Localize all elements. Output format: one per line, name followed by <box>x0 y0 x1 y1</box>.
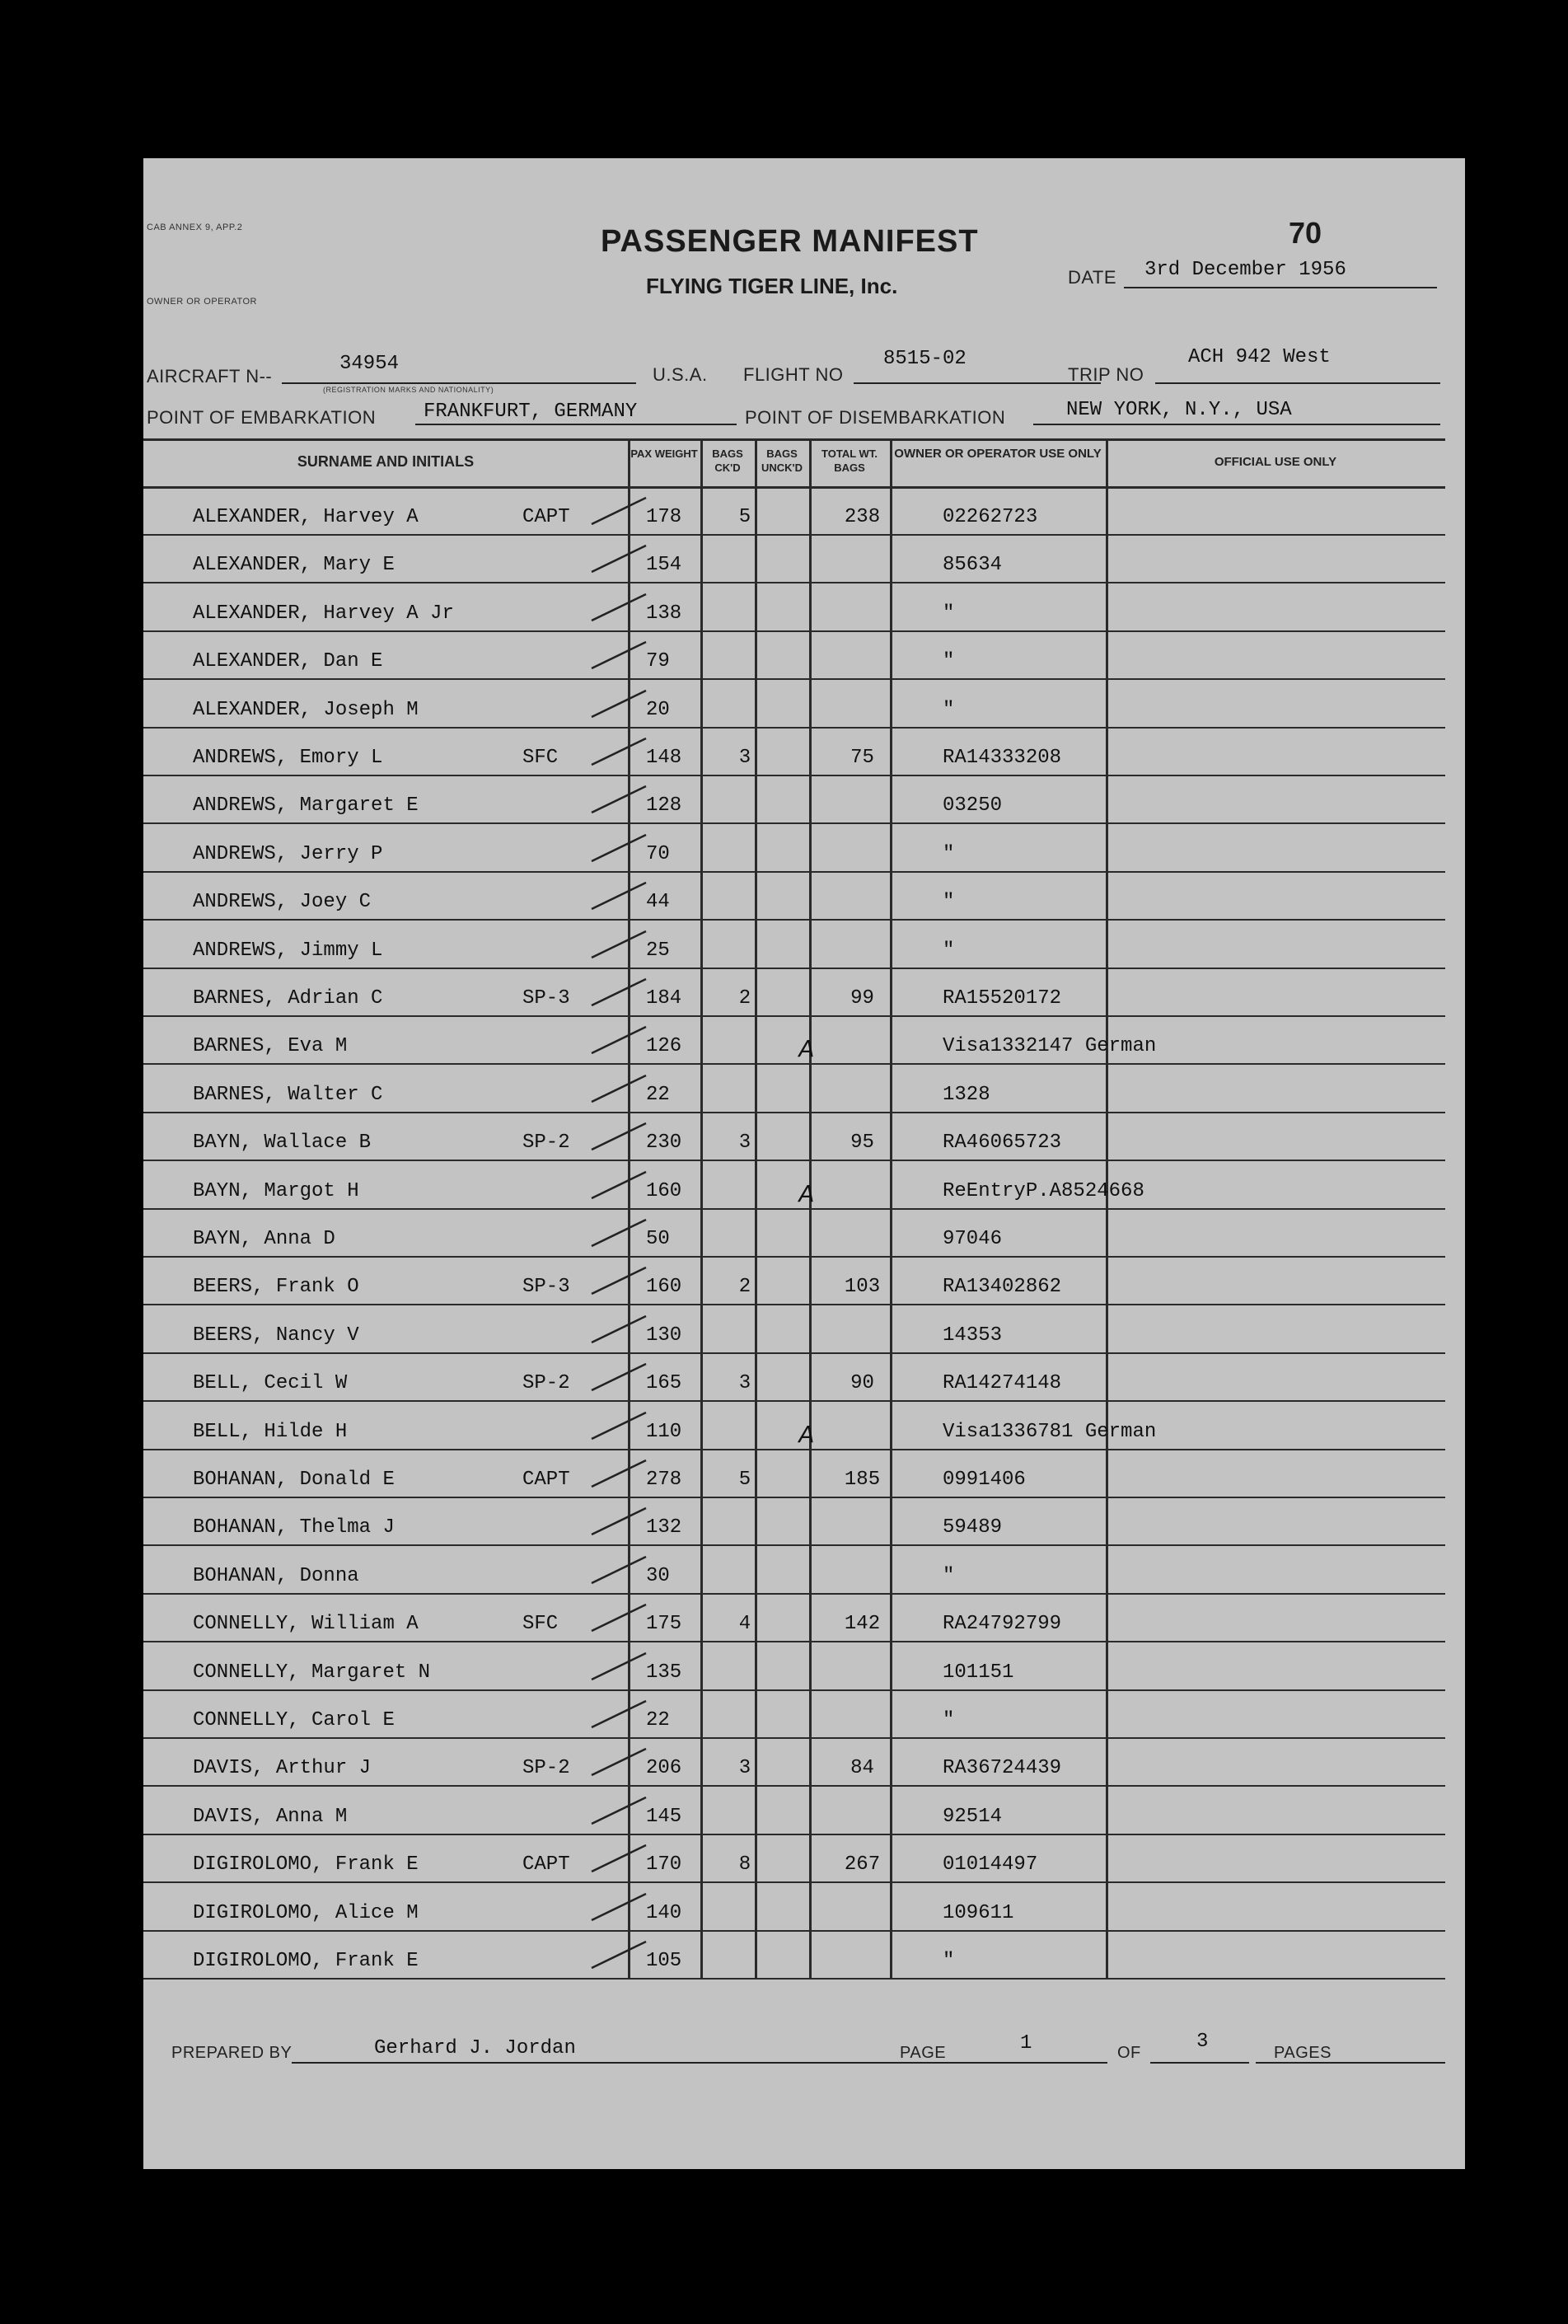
disembarkation-point: NEW YORK, N.Y., USA <box>1066 399 1292 421</box>
check-mark-icon <box>588 1409 654 1442</box>
owner-use-value: 0991406 <box>943 1469 1026 1491</box>
table-row <box>143 1210 1445 1258</box>
owner-use-value: 101151 <box>943 1661 1014 1684</box>
owner-use-value: RA24792799 <box>943 1613 1062 1636</box>
passenger-name: DIGIROLOMO, Frank E <box>193 1853 419 1877</box>
table-row <box>143 1932 1445 1980</box>
passenger-weight: 126 <box>646 1035 682 1058</box>
passenger-name: DAVIS, Anna M <box>193 1805 348 1828</box>
passenger-weight: 70 <box>646 842 670 865</box>
passenger-rank: SFC <box>522 1613 559 1636</box>
owner-use-value: Visa1336781 German <box>943 1420 1157 1443</box>
passenger-weight: 138 <box>646 602 682 625</box>
passenger-name: ALEXANDER, Mary E <box>193 554 395 577</box>
passenger-name: BELL, Cecil W <box>193 1372 348 1395</box>
table-row <box>143 584 1445 632</box>
check-mark-icon <box>588 1505 654 1538</box>
passenger-weight: 165 <box>646 1372 682 1395</box>
owner-use-value: RA15520172 <box>943 987 1062 1010</box>
check-mark-icon <box>588 1457 654 1490</box>
of-label: OF <box>1117 2044 1141 2062</box>
trip-label: TRIP NO <box>1068 364 1144 385</box>
table-row <box>143 1498 1445 1546</box>
disembarkation-label: POINT OF DISEMBARKATION <box>745 407 1006 428</box>
check-mark-icon <box>588 1024 654 1057</box>
col-surname: SURNAME AND INITIALS <box>297 453 475 470</box>
passenger-weight: 160 <box>646 1276 682 1299</box>
owner-use-value: RA46065723 <box>943 1132 1062 1155</box>
check-mark-icon <box>588 1698 654 1731</box>
passenger-name: BOHANAN, Donna <box>193 1564 359 1587</box>
passenger-weight: 206 <box>646 1757 682 1780</box>
passenger-name: BARNES, Walter C <box>193 1083 383 1106</box>
total-bag-weight: 99 <box>850 987 874 1010</box>
passenger-rank: SP-3 <box>522 1276 570 1299</box>
owner-use-value: 97046 <box>943 1228 1003 1250</box>
owner-use-value: " <box>943 602 955 625</box>
passenger-name: CONNELLY, Carol E <box>193 1709 395 1731</box>
bags-checked: 5 <box>738 1469 751 1491</box>
passenger-name: ALEXANDER, Harvey A <box>193 506 419 528</box>
check-mark-icon <box>588 928 654 961</box>
owner-use-value: " <box>943 1950 955 1972</box>
passenger-name: ALEXANDER, Harvey A Jr <box>193 602 454 625</box>
nationality: U.S.A. <box>653 364 708 385</box>
bags-checked: 8 <box>738 1853 751 1877</box>
prepared-by-value: Gerhard J. Jordan <box>374 2037 576 2059</box>
table-row <box>143 1884 1445 1932</box>
owner-use-value: 01014497 <box>943 1853 1038 1877</box>
table-row <box>143 969 1445 1017</box>
passenger-name: ANDREWS, Emory L <box>193 747 383 769</box>
bags-checked: 4 <box>738 1613 751 1636</box>
owner-use-value: RA14274148 <box>943 1372 1062 1395</box>
owner-use-value: ReEntryP.A8524668 <box>943 1179 1144 1202</box>
bags-unchecked: A <box>798 1035 815 1063</box>
passenger-name: BAYN, Anna D <box>193 1228 335 1250</box>
passenger-name: BARNES, Adrian C <box>193 987 383 1010</box>
passenger-name: ANDREWS, Jerry P <box>193 842 383 865</box>
owner-use-value: 1328 <box>943 1083 990 1106</box>
passenger-name: BELL, Hilde H <box>193 1420 348 1443</box>
owner-use-value: " <box>943 1709 955 1731</box>
passenger-name: CONNELLY, Margaret N <box>193 1661 431 1684</box>
owner-use-value: 14353 <box>943 1324 1003 1347</box>
passenger-name: BARNES, Eva M <box>193 1035 348 1058</box>
check-mark-icon <box>588 1938 654 1971</box>
table-row <box>143 1403 1445 1450</box>
check-mark-icon <box>588 591 654 624</box>
bags-checked: 2 <box>738 1276 751 1299</box>
check-mark-icon <box>588 976 654 1009</box>
bags-checked: 3 <box>738 1372 751 1395</box>
passenger-name: BEERS, Nancy V <box>193 1324 359 1347</box>
passenger-weight: 132 <box>646 1516 682 1539</box>
check-mark-icon <box>588 542 654 575</box>
check-mark-icon <box>588 783 654 816</box>
passenger-weight: 44 <box>646 891 670 914</box>
owner-use-value: 92514 <box>943 1805 1003 1828</box>
owner-use-value: 85634 <box>943 554 1003 577</box>
passenger-weight: 22 <box>646 1709 670 1731</box>
passenger-weight: 30 <box>646 1564 670 1587</box>
passenger-weight: 20 <box>646 698 670 721</box>
check-mark-icon <box>588 639 654 672</box>
total-bag-weight: 95 <box>850 1132 874 1155</box>
owner-use-value: 02262723 <box>943 506 1038 528</box>
owner-use-value: " <box>943 842 955 865</box>
passenger-weight: 154 <box>646 554 682 577</box>
check-mark-icon <box>588 1120 654 1153</box>
owner-use-value: " <box>943 1564 955 1587</box>
of-value: 3 <box>1196 2031 1209 2053</box>
owner-use-value: RA36724439 <box>943 1757 1062 1780</box>
check-mark-icon <box>588 1842 654 1875</box>
table-row <box>143 776 1445 824</box>
passenger-name: ANDREWS, Jimmy L <box>193 939 383 962</box>
table-row <box>143 1643 1445 1691</box>
carrier-name: FLYING TIGER LINE, Inc. <box>646 274 898 298</box>
bags-unchecked: A <box>798 1179 815 1207</box>
table-row <box>143 873 1445 921</box>
table-row <box>143 1162 1445 1210</box>
table-row <box>143 729 1445 776</box>
bags-checked: 3 <box>738 1757 751 1780</box>
flight-number: 8515-02 <box>883 348 967 370</box>
passenger-weight: 178 <box>646 506 682 528</box>
trip-number: ACH 942 West <box>1188 346 1331 368</box>
table-row <box>143 1835 1445 1883</box>
check-mark-icon <box>588 1169 654 1202</box>
table-row <box>143 825 1445 873</box>
col-bags-unchecked: BAGS UNCK'D <box>761 447 803 474</box>
table-row <box>143 1354 1445 1402</box>
bags-checked: 3 <box>738 747 751 769</box>
table-row <box>143 1739 1445 1787</box>
passenger-rank: SP-3 <box>522 987 570 1010</box>
check-mark-icon <box>588 1891 654 1923</box>
passenger-name: BOHANAN, Donald E <box>193 1469 395 1491</box>
owner-use-value: " <box>943 891 955 914</box>
check-mark-icon <box>588 1313 654 1346</box>
owner-use-value: 59489 <box>943 1516 1003 1539</box>
check-mark-icon <box>588 1072 654 1105</box>
passenger-name: BEERS, Frank O <box>193 1276 359 1299</box>
embarkation-point: FRANKFURT, GERMANY <box>424 401 638 423</box>
owner-use-value: " <box>943 939 955 962</box>
date-label: DATE <box>1068 267 1117 288</box>
owner-use-value: 03250 <box>943 794 1003 818</box>
table-row <box>143 632 1445 680</box>
table-row <box>143 488 1445 536</box>
flight-label: FLIGHT NO <box>743 364 844 385</box>
passenger-name: BAYN, Wallace B <box>193 1132 372 1155</box>
check-mark-icon <box>588 735 654 768</box>
passenger-weight: 140 <box>646 1901 682 1924</box>
table-row <box>143 1595 1445 1642</box>
prepared-by-label: PREPARED BY <box>171 2044 293 2062</box>
check-mark-icon <box>588 879 654 912</box>
passenger-name: ANDREWS, Joey C <box>193 891 372 914</box>
table-row <box>143 1450 1445 1498</box>
check-mark-icon <box>588 1650 654 1683</box>
passenger-weight: 135 <box>646 1661 682 1684</box>
passenger-weight: 128 <box>646 794 682 818</box>
passenger-weight: 130 <box>646 1324 682 1347</box>
aircraft-number: 34954 <box>339 353 400 375</box>
table-row <box>143 1017 1445 1065</box>
owner-use-value: " <box>943 650 955 673</box>
check-mark-icon <box>588 1794 654 1827</box>
total-bag-weight: 267 <box>844 1853 881 1877</box>
manifest-sheet <box>143 158 1465 2169</box>
passenger-rank: SP-2 <box>522 1757 570 1780</box>
col-official-use: OFFICIAL USE ONLY <box>1214 455 1337 469</box>
passenger-weight: 79 <box>646 650 670 673</box>
passenger-name: DIGIROLOMO, Alice M <box>193 1901 419 1924</box>
pages-label: PAGES <box>1274 2044 1332 2062</box>
passenger-name: DIGIROLOMO, Frank E <box>193 1950 419 1972</box>
check-mark-icon <box>588 1553 654 1586</box>
passenger-weight: 175 <box>646 1613 682 1636</box>
bags-checked: 2 <box>738 987 751 1010</box>
bags-unchecked: A <box>798 1420 815 1448</box>
passenger-weight: 230 <box>646 1132 682 1155</box>
owner-use-value: RA13402862 <box>943 1276 1062 1299</box>
page-label: PAGE <box>900 2044 947 2062</box>
passenger-weight: 105 <box>646 1950 682 1972</box>
table-row <box>143 1547 1445 1595</box>
owner-use-value: RA14333208 <box>943 747 1062 769</box>
passenger-weight: 278 <box>646 1469 682 1491</box>
table-row <box>143 536 1445 583</box>
check-mark-icon <box>588 1601 654 1634</box>
total-bag-weight: 185 <box>844 1469 881 1491</box>
passenger-weight: 170 <box>646 1853 682 1877</box>
col-pax-weight: PAX WEIGHT <box>630 447 698 460</box>
table-row <box>143 1788 1445 1835</box>
passenger-weight: 110 <box>646 1420 682 1443</box>
total-bag-weight: 75 <box>850 747 874 769</box>
table-row <box>143 681 1445 729</box>
passenger-rank: CAPT <box>522 1469 570 1491</box>
table-row <box>143 921 1445 969</box>
owner-use-value: 109611 <box>943 1901 1014 1924</box>
owner-use-value: Visa1332147 German <box>943 1035 1157 1058</box>
table-row <box>143 1258 1445 1305</box>
check-mark-icon <box>588 494 654 527</box>
passenger-name: ALEXANDER, Dan E <box>193 650 383 673</box>
passenger-rank: CAPT <box>522 506 570 528</box>
col-total-weight: TOTAL WT. BAGS <box>821 447 878 474</box>
total-bag-weight: 142 <box>844 1613 881 1636</box>
manifest-page-number: 70 <box>1289 216 1322 250</box>
bags-checked: 3 <box>738 1132 751 1155</box>
check-mark-icon <box>588 1264 654 1297</box>
aircraft-label: AIRCRAFT N-- <box>147 366 273 387</box>
total-bag-weight: 238 <box>844 506 881 528</box>
date-value: 3rd December 1956 <box>1144 259 1346 281</box>
col-bags-checked: BAGS CK'D <box>712 447 743 474</box>
passenger-name: BOHANAN, Thelma J <box>193 1516 395 1539</box>
bags-checked: 5 <box>738 506 751 528</box>
embarkation-label: POINT OF EMBARKATION <box>147 407 377 428</box>
form-reference: CAB ANNEX 9, APP.2 <box>147 223 243 232</box>
total-bag-weight: 103 <box>844 1276 881 1299</box>
page-title: PASSENGER MANIFEST <box>601 224 979 259</box>
total-bag-weight: 84 <box>850 1757 874 1780</box>
table-row <box>143 1691 1445 1739</box>
passenger-rank: CAPT <box>522 1853 570 1877</box>
check-mark-icon <box>588 832 654 864</box>
passenger-weight: 160 <box>646 1179 682 1202</box>
owner-label: OWNER OR OPERATOR <box>147 297 257 307</box>
check-mark-icon <box>588 1745 654 1778</box>
passenger-weight: 22 <box>646 1083 670 1106</box>
passenger-weight: 184 <box>646 987 682 1010</box>
passenger-rank: SP-2 <box>522 1372 570 1395</box>
passenger-rank: SFC <box>522 747 559 769</box>
passenger-weight: 145 <box>646 1805 682 1828</box>
passenger-weight: 25 <box>646 939 670 962</box>
total-bag-weight: 90 <box>850 1372 874 1395</box>
passenger-name: BAYN, Margot H <box>193 1179 359 1202</box>
owner-use-value: " <box>943 698 955 721</box>
passenger-name: ANDREWS, Margaret E <box>193 794 419 818</box>
table-row <box>143 1066 1445 1113</box>
check-mark-icon <box>588 687 654 720</box>
check-mark-icon <box>588 1361 654 1394</box>
check-mark-icon <box>588 1216 654 1249</box>
table-row <box>143 1306 1445 1354</box>
col-owner-use: OWNER OR OPERATOR USE ONLY <box>894 447 1102 461</box>
passenger-weight: 148 <box>646 747 682 769</box>
table-row <box>143 1113 1445 1161</box>
aircraft-sublabel: (REGISTRATION MARKS AND NATIONALITY) <box>323 386 494 394</box>
passenger-name: CONNELLY, William A <box>193 1613 419 1636</box>
passenger-rank: SP-2 <box>522 1132 570 1155</box>
passenger-weight: 50 <box>646 1228 670 1250</box>
page-value: 1 <box>1020 2032 1032 2055</box>
passenger-name: DAVIS, Arthur J <box>193 1757 372 1780</box>
passenger-name: ALEXANDER, Joseph M <box>193 698 419 721</box>
